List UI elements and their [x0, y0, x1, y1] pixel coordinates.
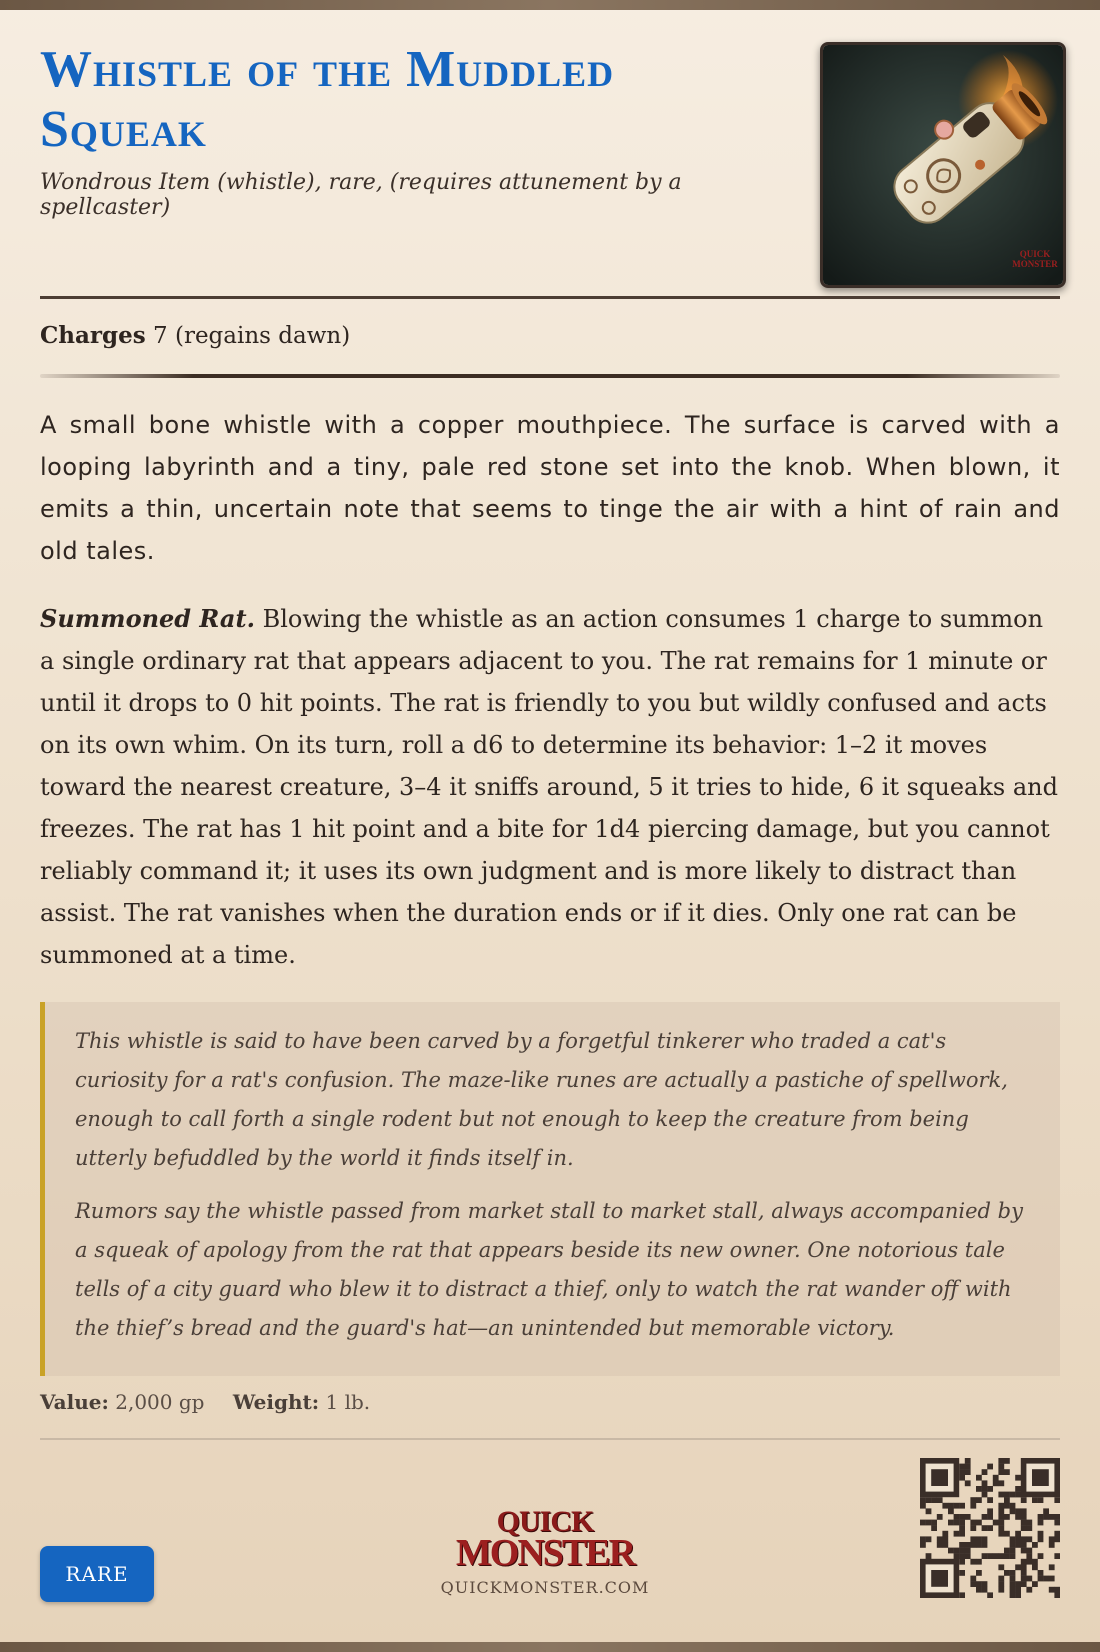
header-divider: [40, 296, 1060, 299]
charges-value: 7 (regains dawn): [153, 323, 351, 349]
value-amount: 2,000 gp: [115, 1390, 205, 1414]
charges-divider: [40, 374, 1060, 378]
quickmonster-logo[interactable]: [435, 1505, 655, 1597]
item-subtitle: Wondrous Item (whistle), rare, (requires attunement by a spellcaster): [40, 170, 682, 220]
qr-code-icon[interactable]: [920, 1458, 1060, 1598]
footer-divider: [40, 1438, 1060, 1440]
image-watermark: QUICK: [1019, 249, 1051, 259]
item-description: A small bone whistle with a copper mouthpiece. The surface is carved with a looping labyrinth and a tiny, pale red stone set into the knob. When blown, it emits a thin, uncertain note that seems to tinge the air with a hint of rain and old tales.: [40, 411, 1060, 565]
logo-line-monster: MONSTER: [455, 1532, 635, 1574]
charges-label: Charges: [40, 322, 146, 349]
bone-whistle-icon: [820, 42, 1066, 288]
lore-paragraph: Rumors say the whistle passed from market stall to market stall, always accompanied by a squeak of apology from the rat that appears beside its new owner. One notorious tale tells of a city guard who blew it to distract a thief, only to watch the rat wander off with the thief’s bread and the guard's hat—an unintended but memorable victory.: [75, 1199, 1023, 1340]
charges-line: [40, 322, 350, 349]
ability-summoned-rat: [40, 598, 1060, 976]
ability-text: Blowing the whistle as an action consumes 1 charge to summon a single ordinary rat that appears adjacent to you. The rat remains for 1 minute or until it drops to 0 hit points. The rat is friendly to you but wildly confused and acts on its own whim. On its turn, roll a d6 to determine its behavior: 1–2 it moves toward the nearest creature, 3–4 it sniffs around, 5 it tries to hide, 6 it squeaks and freezes. The rat has 1 hit point and a bite for 1d4 piercing damage, but you cannot reliably command it; it uses its own judgment and is more likely to distract than assist. The rat vanishes when the duration ends or if it dies. Only one rat can be summoned at a time.: [40, 605, 1058, 969]
svg-text:MONSTER: MONSTER: [1012, 259, 1058, 269]
item-title: Whistle of the Muddled Squeak: [40, 41, 615, 158]
rarity-badge: RARE: [40, 1546, 154, 1602]
lore-paragraph: This whistle is said to have been carved by a forgetful tinkerer who traded a cat's curiosity for a rat's confusion. The maze-like runes are actually a pastiche of spellwork, enough to call forth a single rodent but not enough to keep the creature from being utterly befuddled by the world it finds itself in.: [75, 1029, 1008, 1170]
weight-label: Weight:: [232, 1390, 320, 1414]
value-label: Value:: [40, 1390, 109, 1414]
logo-line-quick: QUICK: [496, 1505, 594, 1538]
top-border: [0, 0, 1100, 10]
card-header: [40, 10, 1060, 294]
ability-name: Summoned Rat.: [40, 604, 255, 633]
site-link[interactable]: QUICKMONSTER.COM: [440, 1578, 650, 1597]
item-card: [40, 10, 1060, 1597]
bottom-border: [0, 1642, 1100, 1652]
weight-amount: 1 lb.: [325, 1390, 371, 1414]
item-meta: [40, 1390, 370, 1414]
lore-block: [40, 1002, 1060, 1376]
